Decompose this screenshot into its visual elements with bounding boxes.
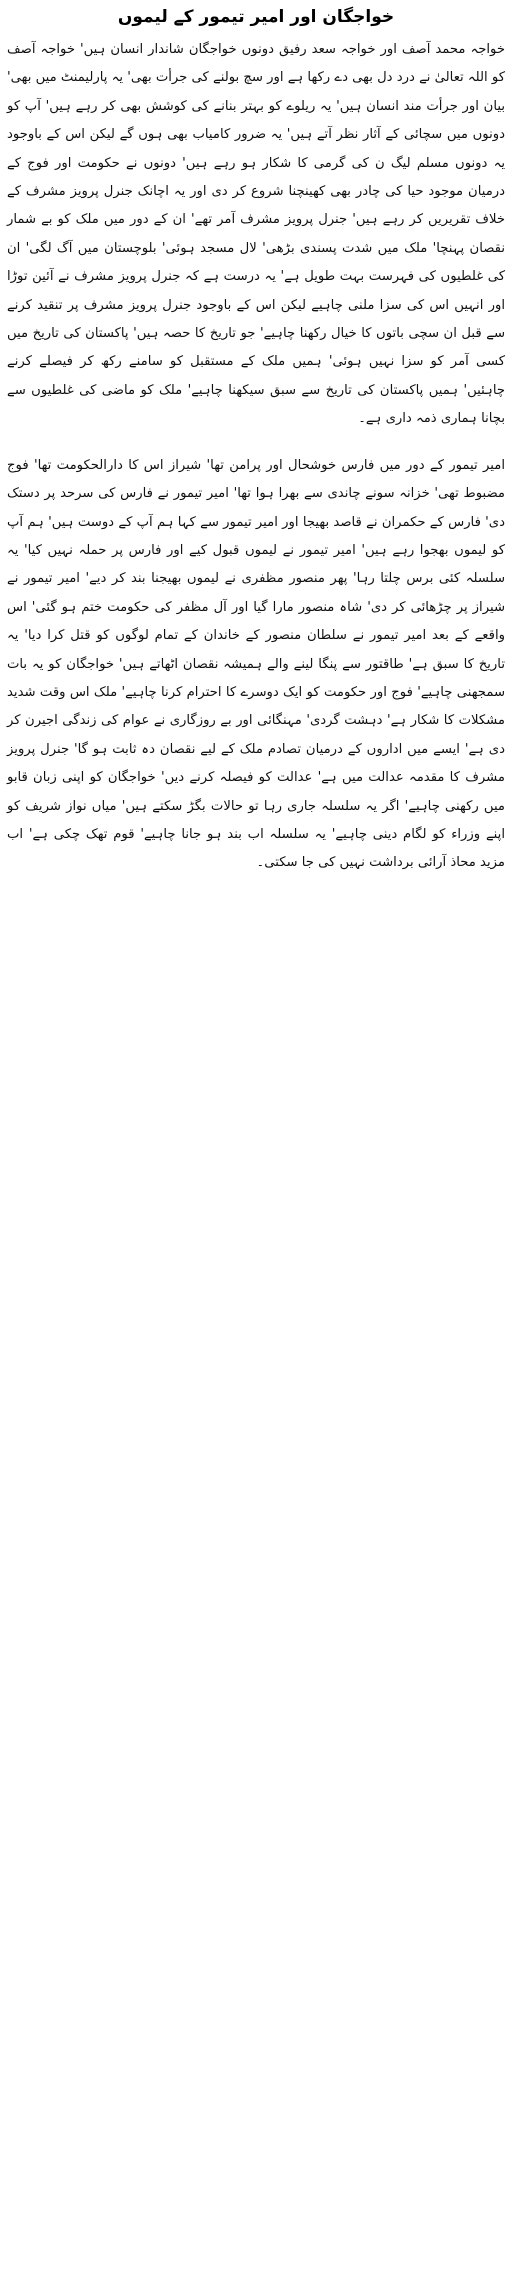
article-paragraph-2: امیر تیمور کے دور میں فارس خوشحال اور پرامن تھا' شیراز اس کا دارالحکومت تھا' فوج مضبوط تھی' خزانہ سونے چاندی سے بھرا ہوا تھا' امیر تیمور نے فارس کی سرحد پر دستک دی' فارس کے حکمران نے قاصد بھیجا اور امیر تیمور سے کہا ہم آپ کے دوست ہیں' ہم آپ کو لیموں بھجوا رہے ہیں' امیر تیمور نے لیموں قبول کیے اور فارس پر حملہ نہیں کیا' یہ سلسلہ کئی برس چلتا رہا' پھر منصور مظفری نے لیموں بھیجنا بند کر دیے' امیر تیمور نے شیراز پر چڑھائی کر دی' شاہ منصور مارا گیا اور آل مظفر کی حکومت ختم ہو گئی' اس واقعے کے بعد امیر تیمور نے سلطان منصور کے خاندان کے تمام لوگوں کو قتل کرا دیا' یہ تاریخ کا سبق ہے' طاقتور سے پنگا لینے والے ہمیشہ نقصان اٹھاتے ہیں' خواجگان کو یہ بات سمجھنی چاہیے' فوج اور حکومت کو ایک دوسرے کا احترام کرنا چاہیے' ملک اس وقت شدید مشکلات کا شکار ہے' دہشت گردی' مہنگائی اور بے روزگاری نے عوام کی زندگی اجیرن کر دی ہے' ایسے میں اداروں کے درمیان تصادم ملک کے لیے نقصان دہ ثابت ہو گا' جنرل پرویز مشرف کا مقدمہ عدالت میں ہے' عدالت کو فیصلہ کرنے دیں' خواجگان کو اپنی زبان قابو میں رکھنی چاہیے' اگر یہ سلسلہ جاری رہا تو حالات بگڑ سکتے ہیں' میاں نواز شریف کو اپنے وزراء کو لگام دینی چاہیے' یہ سلسلہ اب بند ہو جانا چاہیے' قوم تھک چکی ہے' اب مزید محاذ آرائی برداشت نہیں کی جا سکتی۔	[7, 457, 505, 871]
article-paragraph-1: خواجہ محمد آصف اور خواجہ سعد رفیق دونوں خواجگان شاندار انسان ہیں' خواجہ آصف کو اللہ تعالیٰ نے درد دل بھی دے رکھا ہے اور سچ بولنے کی جرأت بھی' یہ پارلیمنٹ میں بھی' بیان اور جرأت مند انسان ہیں' یہ ریلوے کو بہتر بنانے کی کوشش بھی کر رہے ہیں' آپ کو دونوں میں سچائی کے آثار نظر آتے ہیں' یہ ضرور کامیاب بھی ہوں گے لیکن اس کے باوجود یہ دونوں مسلم لیگ ن کی گرمی کا شکار ہو رہے ہیں' دونوں نے حکومت اور فوج کے درمیان موجود حیا کی چادر بھی کھینچنا شروع کر دی اور یہ اچانک جنرل پرویز مشرف کے خلاف تقریریں کر رہے ہیں' جنرل پرویز مشرف آمر تھے' ان کے دور میں ملک کو بے شمار نقصان پہنچا' ملک میں شدت پسندی بڑھی' لال مسجد ہوئی' بلوچستان میں آگ لگی' ان کی غلطیوں کی فہرست بہت طویل ہے' یہ درست ہے کہ جنرل پرویز مشرف نے آئین توڑا اور انہیں اس کی سزا ملنی چاہیے لیکن اس کے باوجود جنرل پرویز مشرف پر تنقید کرنے سے قبل ان سچی باتوں کا خیال رکھنا چاہیے' جو تاریخ کا حصہ ہیں' پاکستان کی تاریخ میں کسی آمر کو سزا نہیں ہوئی' ہمیں ملک کے مستقبل کو سامنے رکھ کر فیصلے کرنے چاہئیں' ہمیں پاکستان کی تاریخ سے سبق سیکھنا چاہیے' ملک کو ماضی کی غلطیوں سے بچانا ہماری ذمہ داری ہے۔	[7, 42, 505, 427]
article-title: خواجگان اور امیر تیمور کے لیموں	[117, 7, 395, 27]
